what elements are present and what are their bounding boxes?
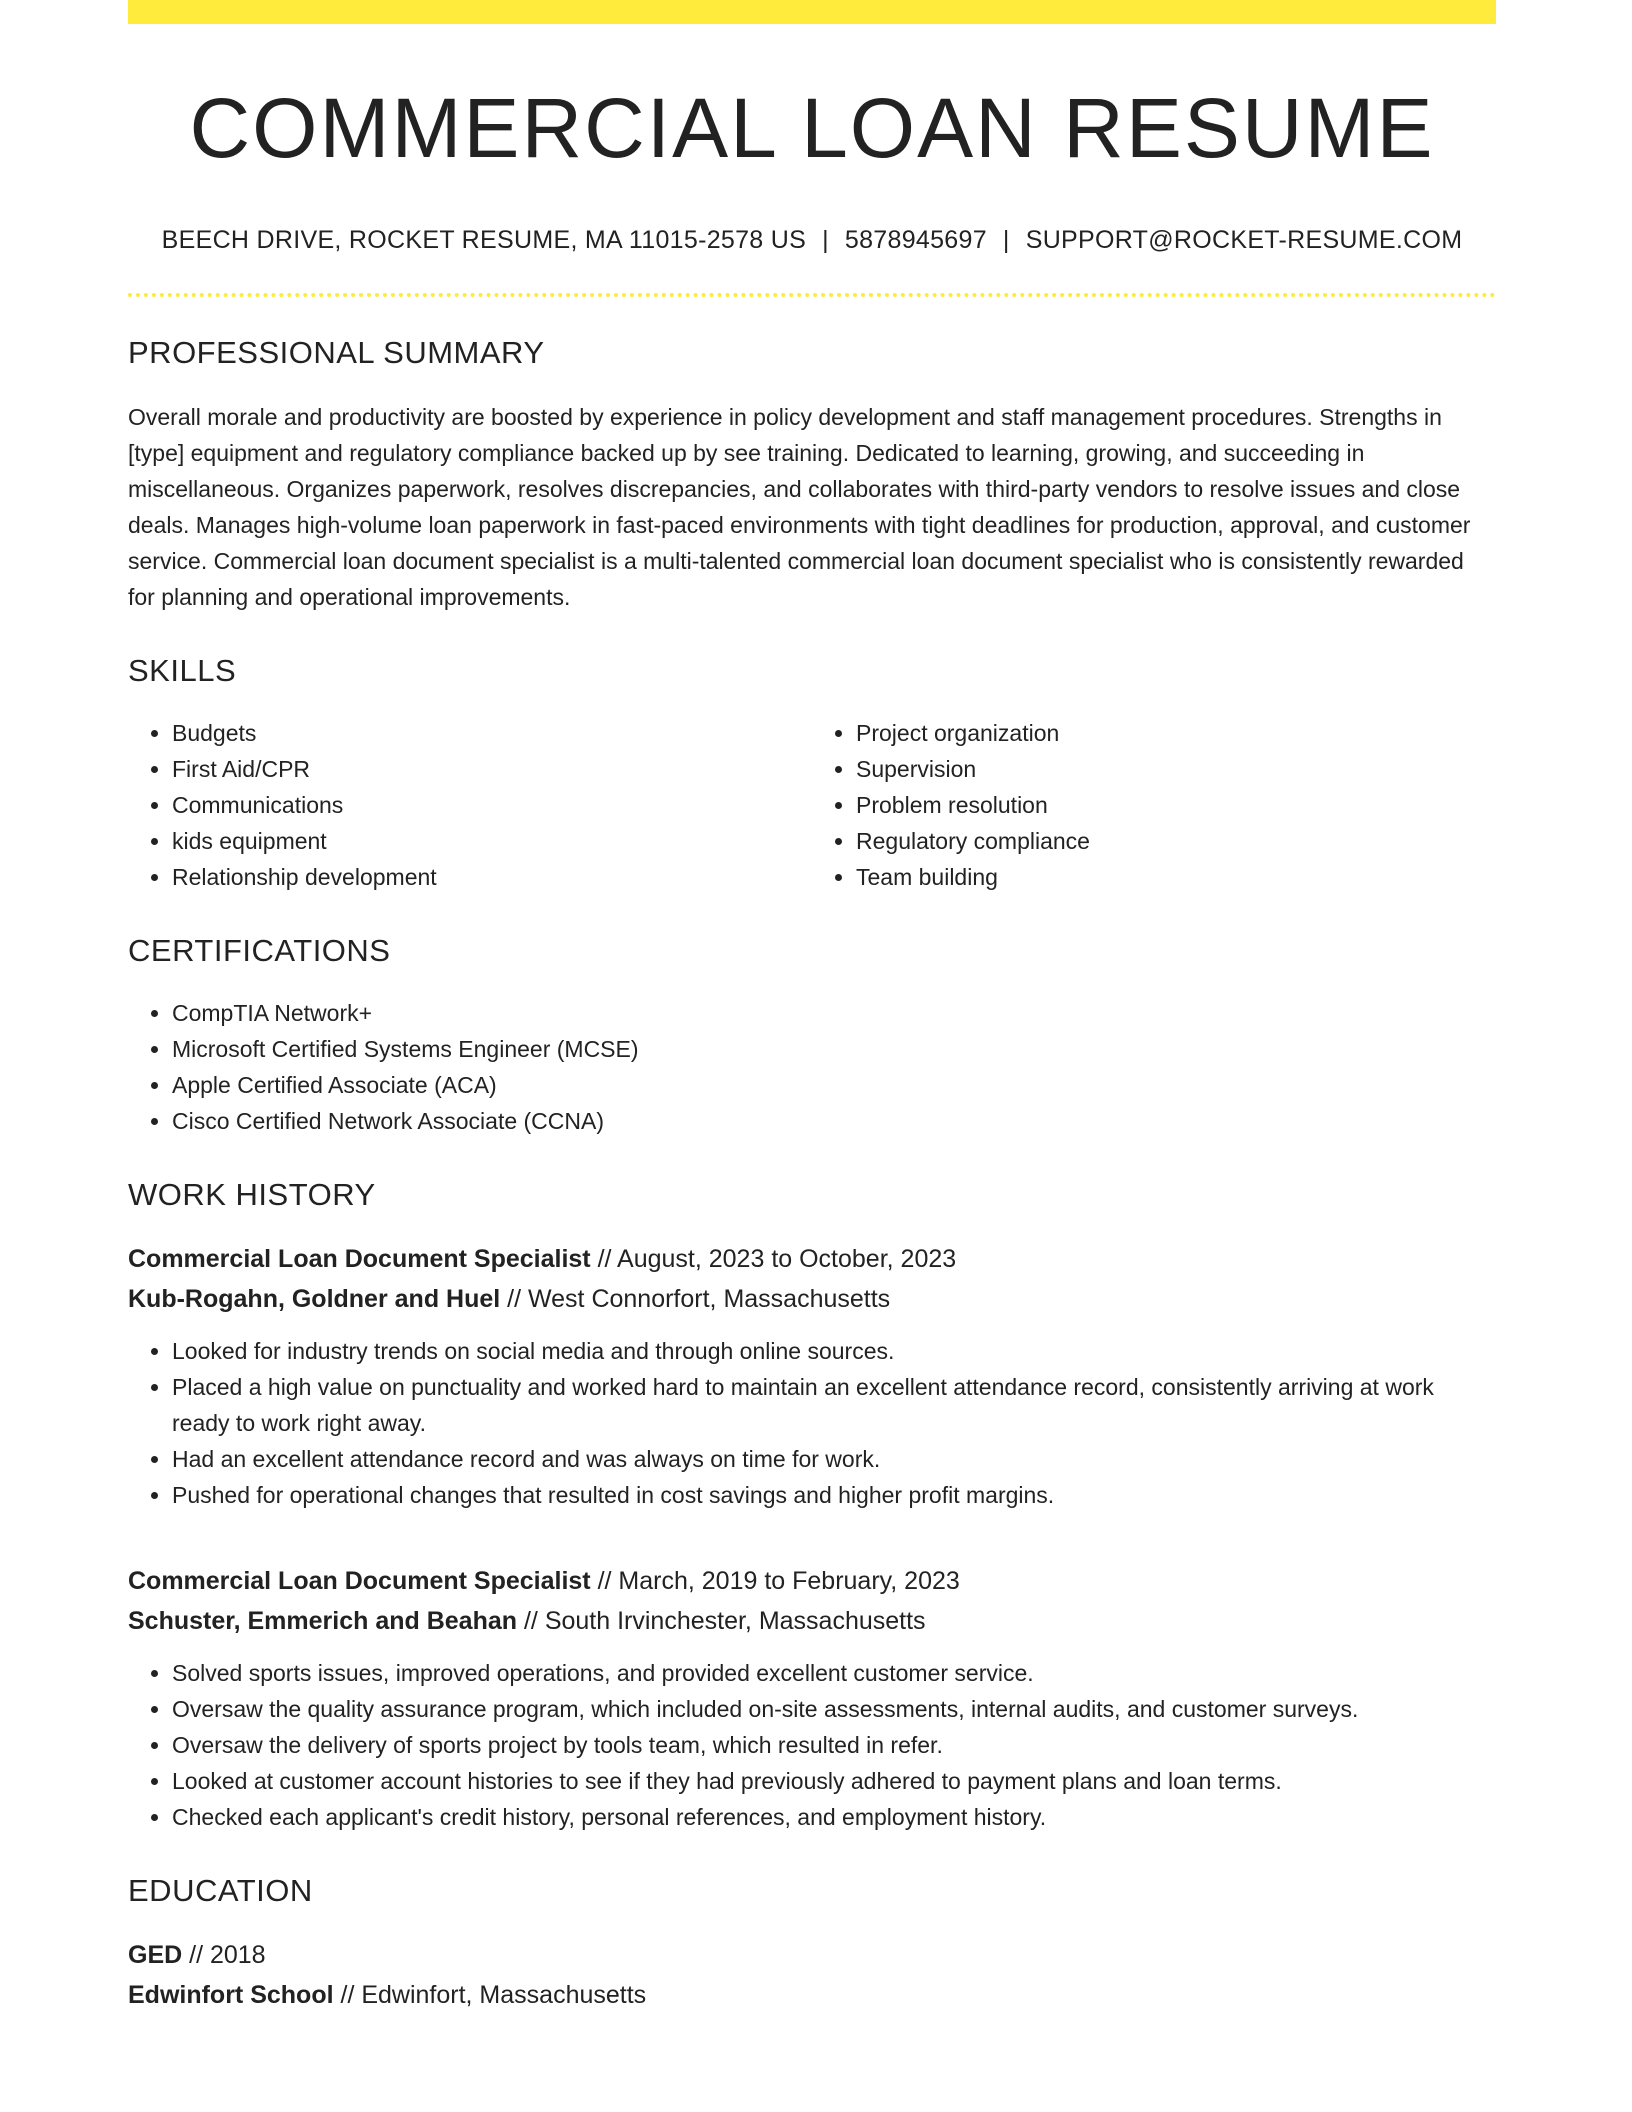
skill-item: • kids equipment (172, 823, 812, 859)
job-entry (128, 1561, 1496, 1835)
job-location: // West Connorfort, Massachusetts (500, 1285, 891, 1314)
job-company: Kub-Rogahn, Goldner and Huel (128, 1285, 501, 1314)
contact-line (128, 226, 1496, 255)
certification-item: • Microsoft Certified Systems Engineer (MCSE) (172, 1031, 1496, 1067)
school-location: // Edwinfort, Massachusetts (333, 1981, 647, 2010)
certifications-list (128, 995, 1496, 1139)
address: BEECH DRIVE, ROCKET RESUME, MA 11015-2578 US (161, 226, 807, 255)
job-company-line (128, 1601, 1496, 1641)
skills-section (128, 653, 1496, 895)
certification-item: • CompTIA Network+ (172, 995, 1496, 1031)
job-bullet: • Pushed for operational changes that resulted in cost savings and higher profit margins. (172, 1477, 1496, 1513)
job-entry (128, 1239, 1496, 1513)
section-heading-summary: PROFESSIONAL SUMMARY (128, 335, 545, 371)
school-name: Edwinfort School (128, 1981, 334, 2010)
skill-item: • Relationship development (172, 859, 812, 895)
resume-title: COMMERCIAL LOAN RESUME (189, 81, 1435, 175)
section-heading-education: EDUCATION (128, 1873, 313, 1909)
skill-item: • Regulatory compliance (856, 823, 1496, 859)
section-heading-certifications: CERTIFICATIONS (128, 933, 391, 969)
job-title-line (128, 1561, 1496, 1601)
dotted-divider (128, 293, 1496, 297)
skill-item: • First Aid/CPR (172, 751, 812, 787)
degree-line (128, 1935, 1496, 1975)
job-location: // South Irvinchester, Massachusetts (517, 1607, 926, 1636)
job-bullet: • Oversaw the delivery of sports project by tools team, which resulted in refer. (172, 1727, 1496, 1763)
skill-item: • Communications (172, 787, 812, 823)
job-title-line (128, 1239, 1496, 1279)
certification-item: • Apple Certified Associate (ACA) (172, 1067, 1496, 1103)
job-company-line (128, 1279, 1496, 1319)
top-accent-bar (128, 0, 1496, 24)
job-bullets (128, 1333, 1496, 1513)
certification-item: • Cisco Certified Network Associate (CCNA) (172, 1103, 1496, 1139)
skill-item: • Problem resolution (856, 787, 1496, 823)
school-line (128, 1975, 1496, 2015)
job-company: Schuster, Emmerich and Beahan (128, 1607, 518, 1636)
work-history-section (128, 1177, 1496, 1835)
separator: | (822, 226, 829, 255)
degree-year: // 2018 (182, 1941, 266, 1970)
skill-item: • Budgets (172, 715, 812, 751)
job-bullet: • Oversaw the quality assurance program, which included on-site assessments, internal audits, and customer surveys. (172, 1691, 1496, 1727)
phone: 5878945697 (844, 226, 987, 255)
skill-item: • Supervision (856, 751, 1496, 787)
job-bullets (128, 1655, 1496, 1835)
job-bullet: • Checked each applicant's credit history, personal references, and employment history. (172, 1799, 1496, 1835)
job-dates: // March, 2019 to February, 2023 (590, 1567, 960, 1596)
section-heading-work-history: WORK HISTORY (128, 1177, 376, 1213)
degree: GED (128, 1941, 183, 1970)
skill-item: • Project organization (856, 715, 1496, 751)
education-section (128, 1873, 1496, 2015)
job-bullet: • Had an excellent attendance record and was always on time for work. (172, 1441, 1496, 1477)
separator: | (1002, 226, 1010, 255)
job-bullet: • Looked at customer account histories to see if they had previously adhered to payment plans and loan terms. (172, 1763, 1496, 1799)
job-bullet: • Looked for industry trends on social media and through online sources. (172, 1333, 1496, 1369)
skills-columns (128, 715, 1496, 895)
education-entry (128, 1935, 1496, 2015)
job-bullet: • Placed a high value on punctuality and worked hard to maintain an excellent attendance record, consistently arriving at work ready to work right away. (172, 1369, 1496, 1441)
skills-list-right (812, 715, 1496, 895)
email-link[interactable]: SUPPORT@ROCKET-RESUME.COM (1025, 226, 1463, 255)
summary-section (128, 335, 1496, 615)
summary-text: Overall morale and productivity are boosted by experience in policy development and staff management procedures. Strengths in [type] equipment and regulatory compliance backed up by see training. Dedicated to learning, growing, and succeeding in miscellaneous. Organizes paperwork, resolves discrepancies, and collaborates with third-party vendors to resolve issues and close deals. Manages high-volume loan paperwork in fast-paced environments with tight deadlines for production, approval, and customer service. Commercial loan document specialist is a multi-talented commercial loan document specialist who is consistently rewarded for planning and operational improvements. (128, 404, 1471, 611)
job-title: Commercial Loan Document Specialist (128, 1245, 591, 1274)
job-bullet: • Solved sports issues, improved operations, and provided excellent customer service. (172, 1655, 1496, 1691)
job-title: Commercial Loan Document Specialist (128, 1567, 591, 1596)
section-heading-skills: SKILLS (128, 653, 237, 689)
skill-item: • Team building (856, 859, 1496, 895)
certifications-section (128, 933, 1496, 1139)
job-dates: // August, 2023 to October, 2023 (590, 1245, 957, 1274)
resume-page (128, 0, 1496, 2015)
skills-list-left (128, 715, 812, 895)
